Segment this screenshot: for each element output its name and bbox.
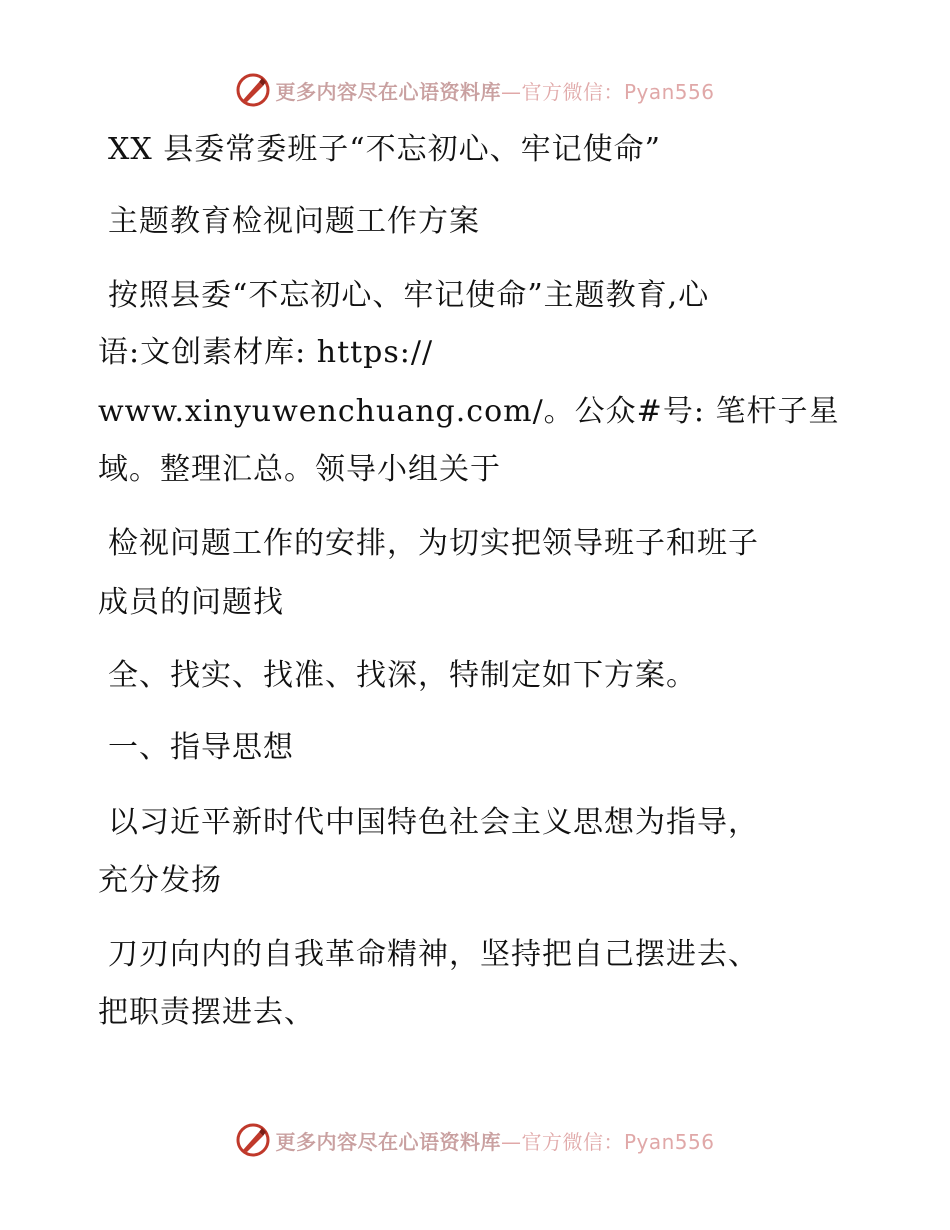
doc-title-line-1: XX 县委常委班子“不忘初心、牢记使命” bbox=[108, 132, 661, 167]
doc-text-line: 刀刃向内的自我革命精神，坚持把自己摆进去、 bbox=[108, 937, 759, 972]
footer-watermark-banner bbox=[0, 1120, 950, 1160]
watermark-contact: —官方微信：Pyan556 bbox=[500, 1129, 715, 1154]
doc-text-line: 按照县委“不忘初心、牢记使命”主题教育,心 bbox=[108, 278, 710, 313]
footer-watermark-text bbox=[275, 1126, 714, 1155]
pen-logo-icon bbox=[235, 72, 271, 108]
watermark-contact: —官方微信：Pyan556 bbox=[500, 79, 715, 104]
doc-text-line: 域。整理汇总。领导小组关于 bbox=[98, 452, 501, 487]
doc-text-line: 以习近平新时代中国特色社会主义思想为指导， bbox=[108, 805, 759, 840]
watermark-brand: 更多内容尽在心语资料库 bbox=[275, 79, 501, 104]
section-heading: 一、指导思想 bbox=[108, 730, 294, 765]
doc-title-line-2: 主题教育检视问题工作方案 bbox=[108, 204, 480, 239]
header-watermark-banner bbox=[0, 70, 950, 110]
doc-text-line: www.xinyuwenchuang.com/。公众#号: 笔杆子星 bbox=[98, 394, 840, 429]
doc-text-line: 充分发扬 bbox=[98, 863, 222, 898]
watermark-brand: 更多内容尽在心语资料库 bbox=[275, 1129, 501, 1154]
doc-text-line: 把职责摆进去、 bbox=[98, 995, 315, 1030]
doc-text-line: 语:文创素材库: https:// bbox=[98, 335, 434, 370]
doc-text-line: 成员的问题找 bbox=[98, 585, 284, 620]
header-watermark-text bbox=[275, 76, 714, 105]
doc-text-line: 全、找实、找准、找深，特制定如下方案。 bbox=[108, 658, 697, 693]
doc-text-line: 检视问题工作的安排，为切实把领导班子和班子 bbox=[108, 526, 759, 561]
pen-logo-icon bbox=[235, 1122, 271, 1158]
